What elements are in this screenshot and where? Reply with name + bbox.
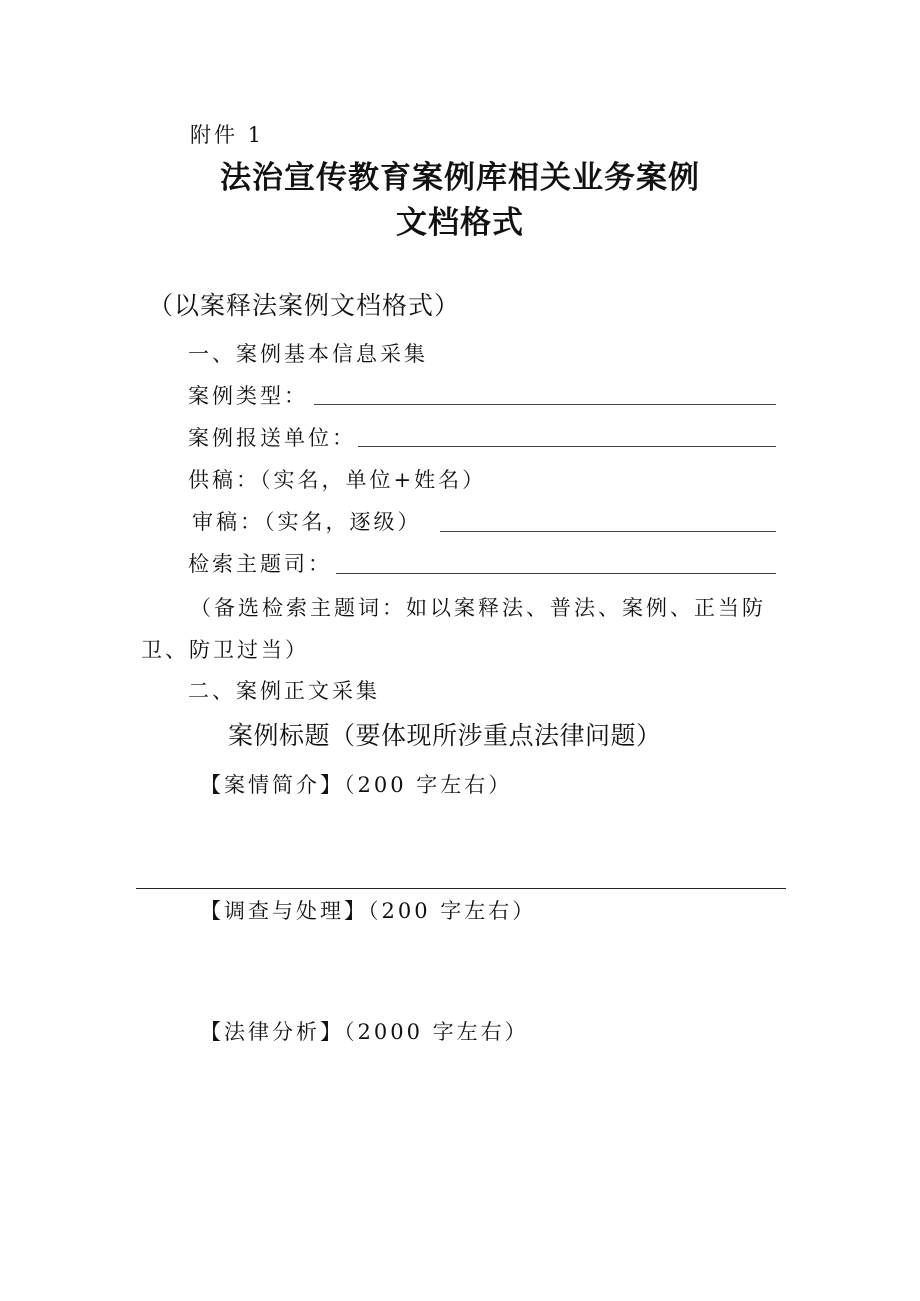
document-title-line2: 文档格式 — [396, 205, 524, 241]
reporting-unit-label: 案例报送单位： — [188, 426, 356, 450]
contributor-label: 供稿：（实名，单位+姓名） — [188, 468, 487, 492]
reviewer-label: 审稿：（实名，逐级） — [192, 510, 422, 534]
document-subtitle: （以案释法案例文档格式） — [148, 291, 461, 320]
case-type-blank — [314, 404, 776, 405]
keywords-blank — [336, 573, 776, 574]
investigation-heading: 【调查与处理】（200 字左右） — [200, 899, 537, 923]
keywords-note-line1: （备选检索主题词：如以案释法、普法、案例、正当防 — [190, 596, 766, 620]
case-type-label: 案例类型： — [188, 384, 308, 408]
keywords-label: 检索主题司： — [188, 552, 332, 576]
document-title-line1: 法治宣传教育案例库相关业务案例 — [220, 160, 700, 196]
section-divider — [136, 888, 786, 889]
keywords-note-line2: 卫、防卫过当） — [141, 638, 309, 662]
reviewer-blank — [440, 531, 776, 532]
case-summary-heading: 【案情简介】（200 字左右） — [200, 773, 513, 797]
attachment-label: 附件 1 — [190, 123, 265, 147]
reporting-unit-blank — [358, 446, 776, 447]
legal-analysis-heading: 【法律分析】（2000 字左右） — [200, 1020, 529, 1044]
section2-heading: 二、案例正文采集 — [188, 679, 380, 703]
case-title: 案例标题（要体现所涉重点法律问题） — [228, 721, 662, 750]
section1-heading: 一、案例基本信息采集 — [188, 342, 428, 366]
